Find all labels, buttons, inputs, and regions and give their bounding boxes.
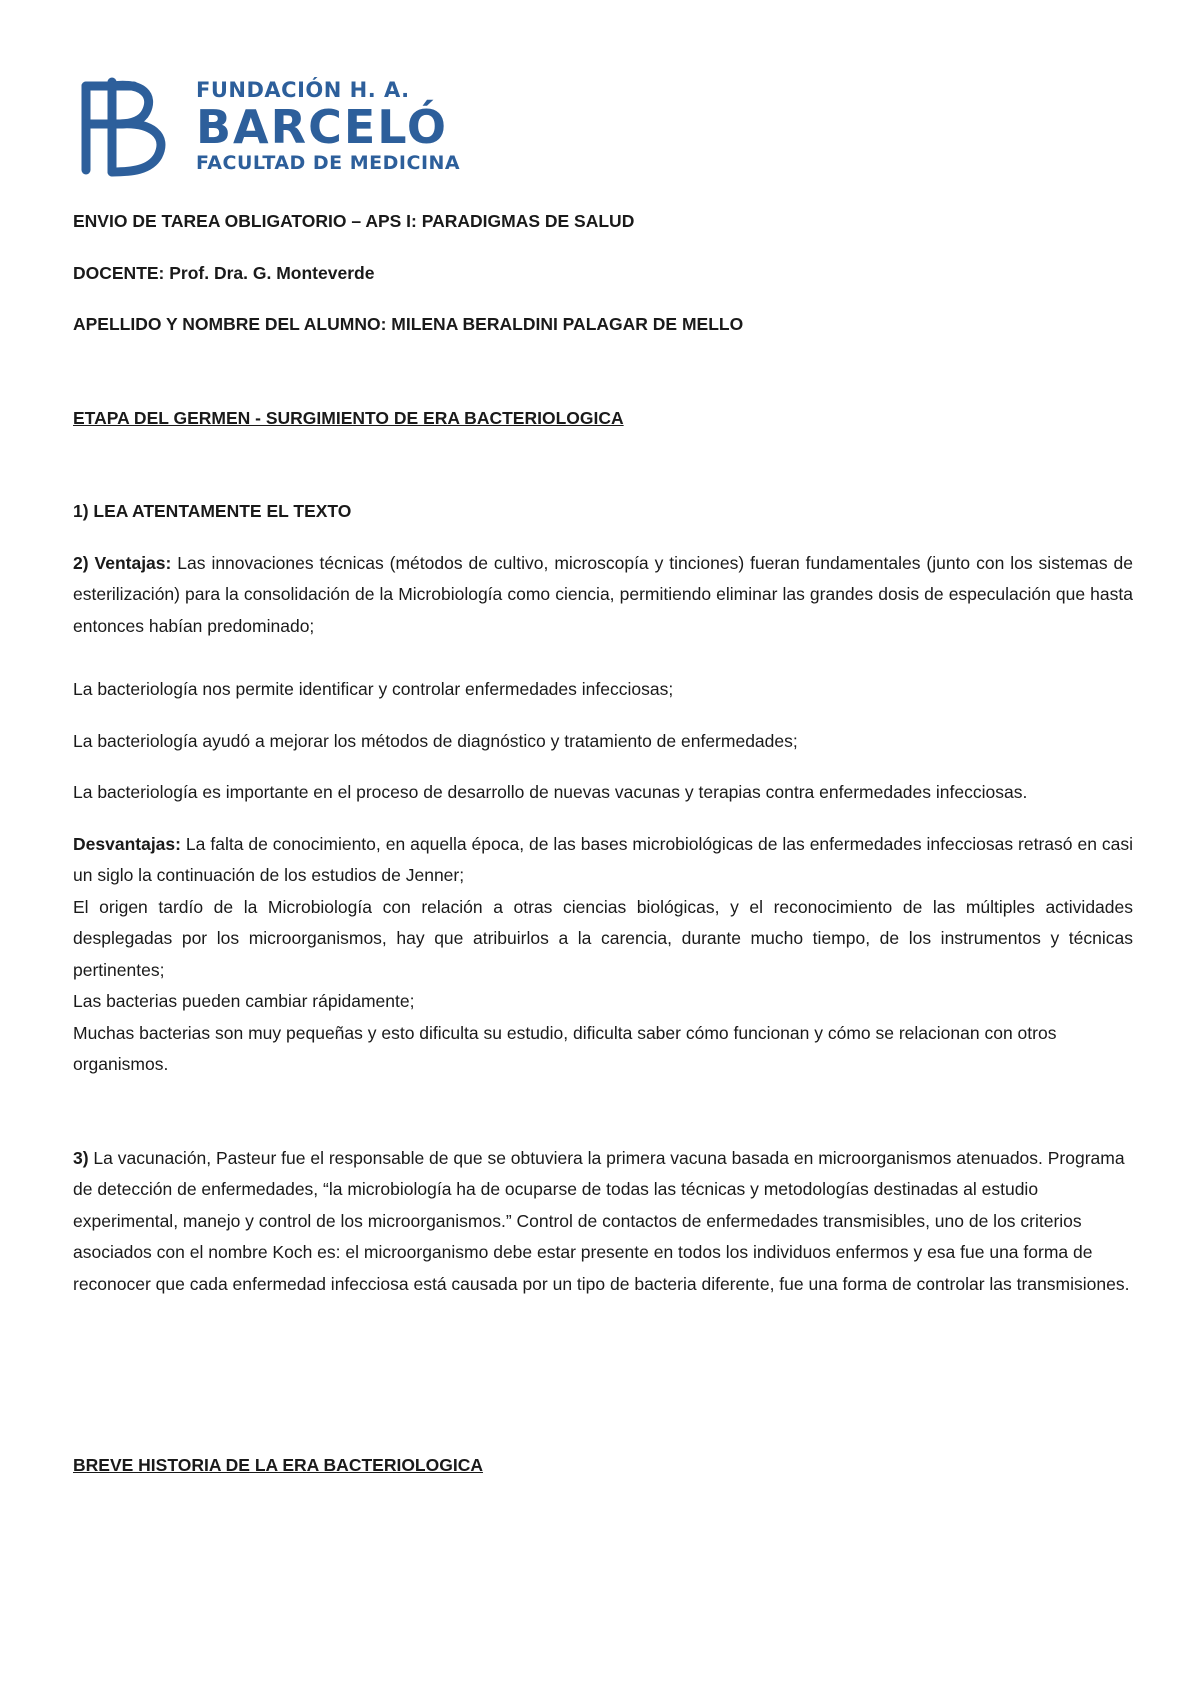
logo-line-faculty: FACULTAD DE MEDICINA [196, 152, 461, 174]
item-2-ventajas [73, 548, 1133, 643]
desventaja-paragraph-3: Las bacterias pueden cambiar rápidamente; [73, 991, 415, 1011]
desventajas-label: Desvantajas: [73, 833, 181, 854]
item-3-number: 3) [73, 1147, 89, 1168]
desventajas-paragraph [73, 829, 1133, 892]
item-2-number: 2) [73, 552, 89, 573]
teacher-line: DOCENTE: Prof. Dra. G. Monteverde [73, 262, 375, 283]
ventajas-text: Las innovaciones técnicas (métodos de cultivo, microscopía y tinciones) fueran fundamentales (junto con los sistemas de esterilización) para la consolidación de la Microbiología como ciencia, permitiendo eliminar las grandes dosis de especulación que hasta entonces habían predominado; [73, 552, 1133, 636]
ventaja-paragraph-3: La bacteriología ayudó a mejorar los métodos de diagnóstico y tratamiento de enfermedades; [73, 730, 798, 751]
item-1: 1) LEA ATENTAMENTE EL TEXTO [73, 501, 352, 521]
desventaja-paragraph-2: El origen tardío de la Microbiología con relación a otras ciencias biológicas, y el reconocimiento de las múltiples actividades desplegadas por los microorganismos, hay que atribuirlos a la carencia, durante mucho tiempo, de los instrumentos y técnicas pertinentes; [73, 896, 1133, 980]
ventaja-paragraph-4: La bacteriología es importante en el proceso de desarrollo de nuevas vacunas y terapias contra enfermedades infecciosas. [73, 782, 1028, 802]
fhb-monogram-icon [72, 72, 176, 180]
section-title: ETAPA DEL GERMEN - SURGIMIENTO DE ERA BACTERIOLOGICA [73, 407, 624, 428]
assignment-title: ENVIO DE TAREA OBLIGATORIO – APS I: PARADIGMAS DE SALUD [73, 211, 635, 231]
desventajas-text: La falta de conocimiento, en aquella época, de las bases microbiológicas de las enfermedades infecciosas retrasó en casi un siglo la continuación de los estudios de Jenner; [73, 833, 1133, 885]
item-3-text: La vacunación, Pasteur fue el responsable de que se obtuviera la primera vacuna basada en microorganismos atenuados. Programa de detección de enfermedades, “la microbiología ha de ocuparse de todas las técnicas y metodologías destinadas al estudio experimental, manejo y control de los microorganismos.” Control de contactos de enfermedades transmisibles, uno de los criterios asociados con el nombre Koch es: el microorganismo debe estar presente en todos los individuos enfermos y esa fue una forma de reconocer que cada enfermedad infecciosa está causada por un tipo de bacteria diferente, fue una forma de controlar las transmisiones. [73, 1147, 1130, 1294]
institution-logo [72, 72, 492, 180]
footer-section-title: BREVE HISTORIA DE LA ERA BACTERIOLOGICA [73, 1455, 483, 1475]
ventajas-label: Ventajas: [94, 552, 172, 573]
document-body [73, 206, 1133, 1482]
student-line: APELLIDO Y NOMBRE DEL ALUMNO: MILENA BERALDINI PALAGAR DE MELLO [73, 314, 744, 334]
logo-line-name: BARCELÓ [196, 100, 449, 154]
item-3 [73, 1143, 1133, 1301]
ventaja-paragraph-2: La bacteriología nos permite identificar y controlar enfermedades infecciosas; [73, 679, 674, 699]
logo-line-foundation: FUNDACIÓN H. A. [196, 78, 410, 102]
desventaja-paragraph-4: Muchas bacterias son muy pequeñas y esto dificulta su estudio, dificulta saber cómo funcionan y cómo se relacionan con otros organismos. [73, 1022, 1057, 1074]
